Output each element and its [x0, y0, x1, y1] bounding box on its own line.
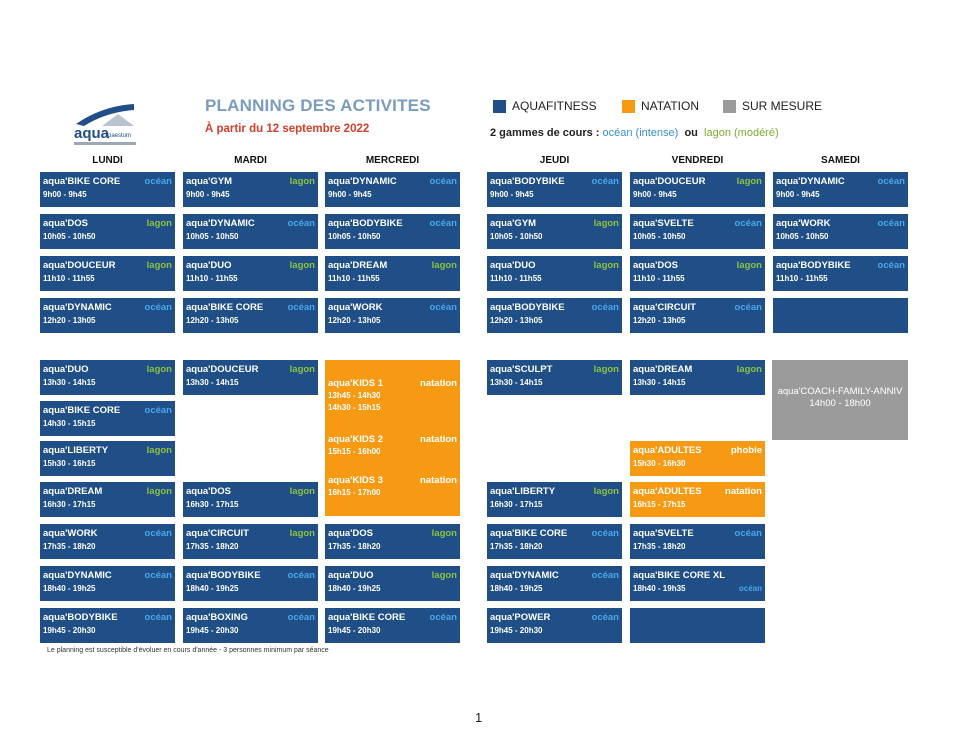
day-header-jeudi: JEUDI: [539, 155, 570, 166]
class-cell: [40, 482, 175, 517]
class-time: 9h00 - 9h45: [43, 190, 87, 199]
class-name: aqua'DOS: [328, 528, 374, 539]
day-header-lundi: LUNDI: [92, 155, 123, 166]
class-cell-header: [776, 260, 905, 272]
class-cell: [325, 566, 460, 601]
legend-label: NATATION: [641, 99, 699, 113]
class-intensity-tag: océan: [144, 612, 172, 623]
class-intensity-tag: océan: [734, 302, 762, 313]
class-name: aqua'LIBERTY: [43, 445, 109, 456]
class-time: 17h35 - 18h20: [43, 542, 96, 551]
class-intensity-tag: lagon: [146, 445, 172, 456]
class-intensity-tag: lagon: [593, 218, 619, 229]
class-name: aqua'ADULTES: [633, 445, 702, 456]
class-intensity-tag: océan: [877, 218, 905, 229]
class-time: 11h10 - 11h55: [186, 274, 238, 283]
class-cell: [630, 256, 765, 291]
class-cell: [487, 214, 622, 249]
class-intensity-tag: océan: [287, 218, 315, 229]
coach-name: aqua'COACH-FAMILY-ANNIV: [777, 386, 903, 397]
class-intensity-tag: natation: [725, 486, 762, 497]
class-name: aqua'BODYBIKE: [490, 302, 565, 313]
class-cell: [487, 524, 622, 559]
class-time: 16h30 - 17h15: [186, 500, 239, 509]
kids-1-name: aqua'KIDS 1: [328, 378, 384, 389]
class-cell-header: [43, 218, 172, 230]
class-intensity-tag: lagon: [289, 528, 315, 539]
class-cell-header: [490, 218, 619, 230]
class-cell: [487, 298, 622, 333]
class-cell-header: [490, 260, 619, 272]
class-cell: [773, 256, 908, 291]
class-name: aqua'BIKE CORE: [43, 405, 121, 416]
class-cell-header: [633, 260, 762, 272]
class-name: aqua'SVELTE: [633, 528, 694, 539]
class-intensity-tag: lagon: [146, 218, 172, 229]
class-time: 19h45 - 20h30: [490, 626, 543, 635]
class-cell-header: [490, 612, 619, 624]
class-cell: [40, 566, 175, 601]
class-intensity-tag: lagon: [146, 260, 172, 271]
class-cell: [40, 360, 175, 395]
class-name: aqua'WORK: [328, 302, 383, 313]
class-intensity-tag: océan: [734, 528, 762, 539]
class-name: aqua'DREAM: [43, 486, 103, 497]
class-time: 14h30 - 15h15: [43, 419, 96, 428]
class-intensity-tag: lagon: [289, 486, 315, 497]
class-time: 9h00 - 9h45: [328, 190, 372, 199]
class-time: 11h10 - 11h55: [490, 274, 542, 283]
class-cell: [773, 172, 908, 207]
class-time: 18h40 - 19h25: [186, 584, 239, 593]
class-time: 18h40 - 19h25: [490, 584, 543, 593]
legend-swatch-aquafitness: [493, 100, 506, 113]
class-cell: [183, 298, 318, 333]
class-time: 19h45 - 20h30: [43, 626, 96, 635]
class-intensity-tag: océan: [429, 612, 457, 623]
class-intensity-tag: océan: [734, 218, 762, 229]
class-intensity-tag: lagon: [289, 260, 315, 271]
gammes-ocean: océan (intense): [602, 127, 679, 139]
class-time: 13h30 - 14h15: [186, 378, 239, 387]
class-cell-header: [43, 302, 172, 314]
class-name: aqua'LIBERTY: [490, 486, 556, 497]
class-cell: [183, 172, 318, 207]
class-intensity-tag: océan: [144, 570, 172, 581]
kids-2-name: aqua'KIDS 2: [328, 434, 384, 445]
class-cell: [325, 298, 460, 333]
class-intensity-tag: lagon: [431, 528, 457, 539]
class-cell: [487, 256, 622, 291]
class-cell: [630, 360, 765, 395]
class-name: aqua'DYNAMIC: [43, 570, 112, 581]
class-cell-header: [490, 364, 619, 376]
class-cell: [630, 608, 765, 643]
class-cell-header: [328, 218, 457, 230]
coach-time: 14h00 - 18h00: [809, 398, 871, 409]
class-cell-header: [776, 218, 905, 230]
class-intensity-tag-below: océan: [738, 584, 762, 593]
class-cell: [487, 608, 622, 643]
class-cell: [325, 524, 460, 559]
class-cell: [40, 608, 175, 643]
class-cell: [630, 441, 765, 476]
class-cell-header: [43, 364, 172, 376]
class-cell: [325, 256, 460, 291]
class-cell-header: [490, 570, 619, 582]
class-cell: [183, 256, 318, 291]
legend-label: AQUAFITNESS: [512, 99, 597, 113]
class-cell: [183, 524, 318, 559]
class-intensity-tag: lagon: [736, 260, 762, 271]
class-name: aqua'DUO: [186, 260, 232, 271]
legend-label: SUR MESURE: [742, 99, 823, 113]
class-intensity-tag: lagon: [593, 364, 619, 375]
gammes-lagon: lagon (modéré): [704, 127, 779, 139]
class-time: 12h20 - 13h05: [43, 316, 96, 325]
class-time: 12h20 - 13h05: [633, 316, 686, 325]
kids-2-time: 15h15 - 16h00: [328, 447, 381, 456]
class-intensity-tag: lagon: [593, 486, 619, 497]
class-time: 9h00 - 9h45: [633, 190, 677, 199]
class-name: aqua'DOS: [186, 486, 232, 497]
legend-natation: [622, 99, 699, 113]
class-time: 17h35 - 18h20: [633, 542, 686, 551]
class-cell: [40, 256, 175, 291]
class-cell: [183, 608, 318, 643]
class-intensity-tag: lagon: [146, 364, 172, 375]
class-cell: [630, 482, 765, 517]
class-cell-header: [328, 176, 457, 188]
class-cell: [773, 298, 908, 333]
class-intensity-tag: océan: [591, 302, 619, 313]
class-name: aqua'GYM: [490, 218, 537, 229]
kids-2: [328, 434, 457, 458]
class-time: 9h00 - 9h45: [776, 190, 820, 199]
class-cell-header: [633, 528, 762, 540]
class-name: aqua'BIKE CORE: [490, 528, 568, 539]
class-intensity-tag: lagon: [431, 570, 457, 581]
class-time: 11h10 - 11h55: [776, 274, 828, 283]
class-cell-header: [633, 445, 762, 457]
kids-3-name: aqua'KIDS 3: [328, 475, 384, 486]
class-cell-header: [328, 260, 457, 272]
class-name: aqua'DUO: [328, 570, 374, 581]
class-time: 17h35 - 18h20: [490, 542, 543, 551]
class-time: 10h05 - 10h50: [633, 232, 686, 241]
class-intensity-tag: océan: [591, 570, 619, 581]
class-cell-header: [328, 612, 457, 624]
class-intensity-tag: océan: [144, 405, 172, 416]
class-cell-header: [43, 260, 172, 272]
class-cell-header: [490, 486, 619, 498]
class-cell: [325, 608, 460, 643]
class-time: 16h15 - 17h15: [633, 500, 686, 509]
legend-swatch-sur-mesure: [723, 100, 736, 113]
class-cell: [630, 214, 765, 249]
class-name: aqua'DOS: [43, 218, 89, 229]
class-time: 13h30 - 14h15: [43, 378, 96, 387]
class-name: aqua'BIKE CORE: [43, 176, 121, 187]
class-intensity-tag: océan: [877, 176, 905, 187]
class-intensity-tag: océan: [287, 570, 315, 581]
kids-3-tag: natation: [420, 475, 457, 486]
class-name: aqua'BODYBIKE: [43, 612, 118, 623]
class-intensity-tag: lagon: [146, 486, 172, 497]
class-name: aqua'BOXING: [186, 612, 248, 623]
class-intensity-tag: océan: [287, 302, 315, 313]
class-time: 13h30 - 14h15: [490, 378, 543, 387]
class-cell: [487, 482, 622, 517]
class-name: aqua'POWER: [490, 612, 551, 623]
page-number: 1: [475, 710, 483, 725]
class-intensity-tag: océan: [144, 176, 172, 187]
class-time: 15h30 - 16h15: [43, 459, 96, 468]
class-name: aqua'DYNAMIC: [490, 570, 559, 581]
legend-swatch-natation: [622, 100, 635, 113]
class-name: aqua'DYNAMIC: [776, 176, 845, 187]
class-cell-header: [490, 528, 619, 540]
class-intensity-tag: lagon: [736, 364, 762, 375]
class-cell: [325, 214, 460, 249]
class-time: 11h10 - 11h55: [633, 274, 685, 283]
class-name: aqua'WORK: [43, 528, 98, 539]
class-intensity-tag: lagon: [736, 176, 762, 187]
class-cell-header: [186, 176, 315, 188]
day-header-samedi: SAMEDI: [821, 155, 860, 166]
class-cell: [183, 214, 318, 249]
class-cell-header: [186, 260, 315, 272]
class-name: aqua'BIKE CORE XL: [633, 570, 725, 581]
class-name: aqua'SVELTE: [633, 218, 694, 229]
legend-aquafitness: [493, 99, 597, 113]
footer-note: Le planning est susceptible d'évoluer en cours d'année - 3 personnes minimum par séance: [47, 647, 329, 654]
class-intensity-tag: lagon: [593, 260, 619, 271]
class-time: 11h10 - 11h55: [43, 274, 95, 283]
kids-natation-block: [325, 360, 460, 516]
class-cell: [325, 172, 460, 207]
kids-3-time: 16h15 - 17h00: [328, 488, 381, 497]
page-title: PLANNING DES ACTIVITES: [205, 96, 431, 115]
class-cell-header: [490, 176, 619, 188]
class-cell-header: [633, 570, 762, 582]
day-header-mercredi: MERCREDI: [365, 155, 420, 166]
class-cell-header: [328, 528, 457, 540]
class-cell-header: [633, 486, 762, 498]
class-name: aqua'DREAM: [633, 364, 693, 375]
class-cell: [40, 441, 175, 476]
coach-family-anniv-block: [772, 360, 908, 440]
class-intensity-tag: océan: [429, 176, 457, 187]
class-cell-header: [186, 218, 315, 230]
class-time: 18h40 - 19h25: [43, 584, 96, 593]
class-intensity-tag: océan: [591, 612, 619, 623]
svg-text:paestum: paestum: [108, 133, 132, 139]
class-name: aqua'DUO: [43, 364, 89, 375]
class-name: aqua'DOUCEUR: [186, 364, 259, 375]
class-intensity-tag: océan: [144, 302, 172, 313]
class-name: aqua'DOUCEUR: [43, 260, 116, 271]
class-time: 18h40 - 19h25: [328, 584, 381, 593]
class-cell-header: [43, 445, 172, 457]
class-cell: [40, 401, 175, 436]
class-cell: [630, 172, 765, 207]
class-cell: [40, 214, 175, 249]
class-intensity-tag: océan: [591, 528, 619, 539]
class-name: aqua'DOS: [633, 260, 679, 271]
class-cell-header: [186, 570, 315, 582]
class-time: 9h00 - 9h45: [186, 190, 230, 199]
class-name: aqua'DYNAMIC: [328, 176, 397, 187]
class-time: 19h45 - 20h30: [328, 626, 381, 635]
class-name: aqua'WORK: [776, 218, 831, 229]
class-time: 17h35 - 18h20: [186, 542, 239, 551]
class-time: 16h30 - 17h15: [490, 500, 543, 509]
class-cell-header: [43, 176, 172, 188]
kids-1-time-1: 13h45 - 14h30: [328, 391, 381, 400]
class-cell-header: [633, 302, 762, 314]
class-cell: [183, 566, 318, 601]
class-name: aqua'BODYBIKE: [490, 176, 565, 187]
class-name: aqua'DOUCEUR: [633, 176, 706, 187]
kids-1: [328, 378, 457, 414]
class-name: aqua'CIRCUIT: [186, 528, 249, 539]
class-cell-header: [633, 364, 762, 376]
class-cell-header: [328, 570, 457, 582]
class-intensity-tag: océan: [429, 218, 457, 229]
page-subtitle: À partir du 12 septembre 2022: [205, 123, 370, 135]
gammes-ou: ou: [684, 127, 698, 139]
class-intensity-tag: océan: [591, 176, 619, 187]
class-name: aqua'BODYBIKE: [328, 218, 403, 229]
class-cell: [183, 482, 318, 517]
class-cell: [487, 172, 622, 207]
class-name: aqua'BODYBIKE: [186, 570, 261, 581]
class-name: aqua'CIRCUIT: [633, 302, 696, 313]
class-time: 10h05 - 10h50: [43, 232, 96, 241]
class-time: 13h30 - 14h15: [633, 378, 686, 387]
svg-text:aqua: aqua: [74, 125, 110, 142]
class-cell-header: [490, 302, 619, 314]
class-time: 19h45 - 20h30: [186, 626, 239, 635]
class-cell: [630, 524, 765, 559]
class-cell: [773, 214, 908, 249]
class-intensity-tag: phobie: [730, 445, 762, 456]
class-name: aqua'BIKE CORE: [328, 612, 406, 623]
class-time: 9h00 - 9h45: [490, 190, 534, 199]
class-cell: [487, 360, 622, 395]
class-time: 12h20 - 13h05: [186, 316, 239, 325]
class-name: aqua'DYNAMIC: [186, 218, 255, 229]
class-cell-header: [186, 486, 315, 498]
class-time: 15h30 - 16h30: [633, 459, 686, 468]
class-cell-header: [186, 302, 315, 314]
class-intensity-tag: océan: [287, 612, 315, 623]
class-cell-header: [43, 612, 172, 624]
aqua-logo: [72, 100, 142, 148]
class-cell-header: [43, 570, 172, 582]
class-time: 10h05 - 10h50: [490, 232, 543, 241]
class-cell-header: [43, 486, 172, 498]
class-time: 17h35 - 18h20: [328, 542, 381, 551]
class-cell-header: [43, 528, 172, 540]
class-cell-header: [43, 405, 172, 417]
day-header-vendredi: VENDREDI: [671, 155, 724, 166]
class-name: aqua'SCULPT: [490, 364, 553, 375]
class-name: aqua'BIKE CORE: [186, 302, 264, 313]
class-time: 11h10 - 11h55: [328, 274, 380, 283]
kids-2-tag: natation: [420, 434, 457, 445]
class-intensity-tag: océan: [877, 260, 905, 271]
class-cell-header: [633, 218, 762, 230]
class-intensity-tag: lagon: [289, 176, 315, 187]
class-cell: [183, 360, 318, 395]
class-intensity-tag: lagon: [289, 364, 315, 375]
class-time: 18h40 - 19h35: [633, 584, 686, 593]
class-cell-header: [186, 528, 315, 540]
class-cell: [630, 566, 765, 601]
class-name: aqua'DYNAMIC: [43, 302, 112, 313]
class-name: aqua'BODYBIKE: [776, 260, 851, 271]
kids-1-tag: natation: [420, 378, 457, 389]
class-cell-header: [186, 364, 315, 376]
class-intensity-tag: lagon: [431, 260, 457, 271]
class-cell: [487, 566, 622, 601]
class-cell: [40, 298, 175, 333]
class-intensity-tag: océan: [144, 528, 172, 539]
class-time: 10h05 - 10h50: [328, 232, 381, 241]
class-name: aqua'DREAM: [328, 260, 388, 271]
class-cell-header: [776, 176, 905, 188]
class-name: aqua'DUO: [490, 260, 536, 271]
class-name: aqua'GYM: [186, 176, 233, 187]
class-name: aqua'ADULTES: [633, 486, 702, 497]
kids-1-time-2: 14h30 - 15h15: [328, 403, 381, 412]
class-time: 16h30 - 17h15: [43, 500, 96, 509]
gammes-info: [490, 127, 779, 139]
class-time: 10h05 - 10h50: [776, 232, 829, 241]
class-cell: [630, 298, 765, 333]
gammes-prefix: 2 gammes de cours :: [490, 127, 600, 139]
class-time: 12h20 - 13h05: [328, 316, 381, 325]
day-header-mardi: MARDI: [234, 155, 267, 166]
class-time: 10h05 - 10h50: [186, 232, 239, 241]
class-cell-header: [633, 176, 762, 188]
class-cell: [40, 524, 175, 559]
class-intensity-tag: océan: [429, 302, 457, 313]
class-cell-header: [328, 302, 457, 314]
class-cell-header: [186, 612, 315, 624]
class-time: 12h20 - 13h05: [490, 316, 543, 325]
kids-3: [328, 475, 457, 499]
class-cell: [40, 172, 175, 207]
legend-sur-mesure: [723, 99, 822, 113]
